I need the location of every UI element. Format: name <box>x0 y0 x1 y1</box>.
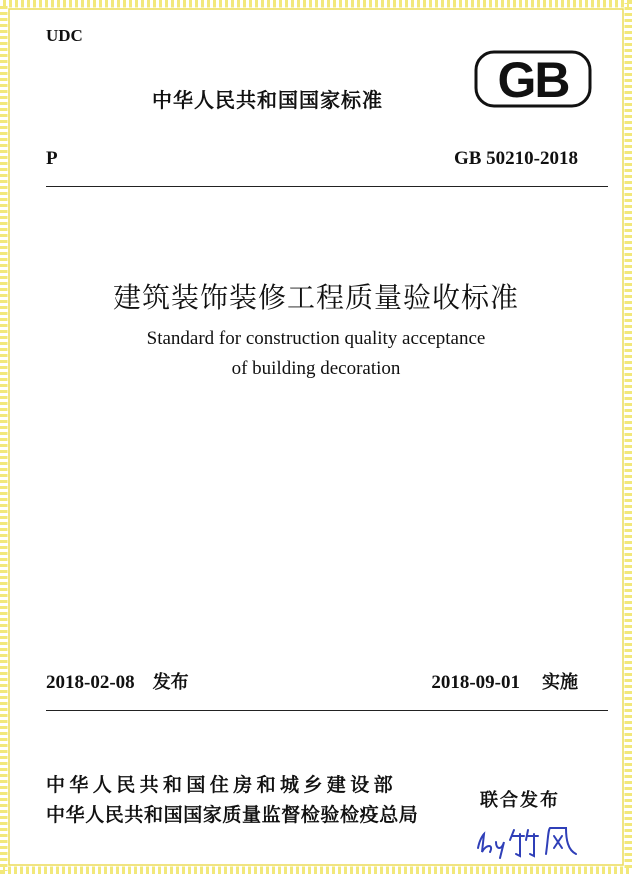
top-divider <box>46 186 608 187</box>
joint-issue-label: 联合发布 <box>480 790 560 811</box>
publisher-ministry: 中华人民共和国住房和城乡建设部 <box>46 774 398 796</box>
gb-logo-text: GB <box>497 52 569 108</box>
issue-date: 2018-02-08 <box>46 672 135 693</box>
national-standard-heading: 中华人民共和国国家标准 <box>152 88 383 112</box>
publisher-aqsiq: 中华人民共和国国家质量监督检验检疫总局 <box>46 804 419 826</box>
standard-code: GB 50210-2018 <box>453 148 578 169</box>
handwritten-signature <box>472 820 582 860</box>
issue-label: 发布 <box>152 672 189 693</box>
title-chinese: 建筑装饰装修工程质量验收标准 <box>112 281 519 314</box>
gb-logo <box>474 48 592 110</box>
bottom-divider <box>46 710 608 711</box>
udc-label: UDC <box>46 26 83 45</box>
category-code: P <box>46 148 58 169</box>
implementation-date-block <box>431 668 578 694</box>
standard-cover <box>14 12 618 862</box>
issue-date-block <box>46 668 189 694</box>
implementation-date: 2018-09-01 <box>431 672 520 693</box>
title-english-line1: Standard for construction quality acceptance <box>146 328 486 349</box>
implementation-label: 实施 <box>542 672 578 693</box>
title-english-line2: of building decoration <box>231 358 401 379</box>
